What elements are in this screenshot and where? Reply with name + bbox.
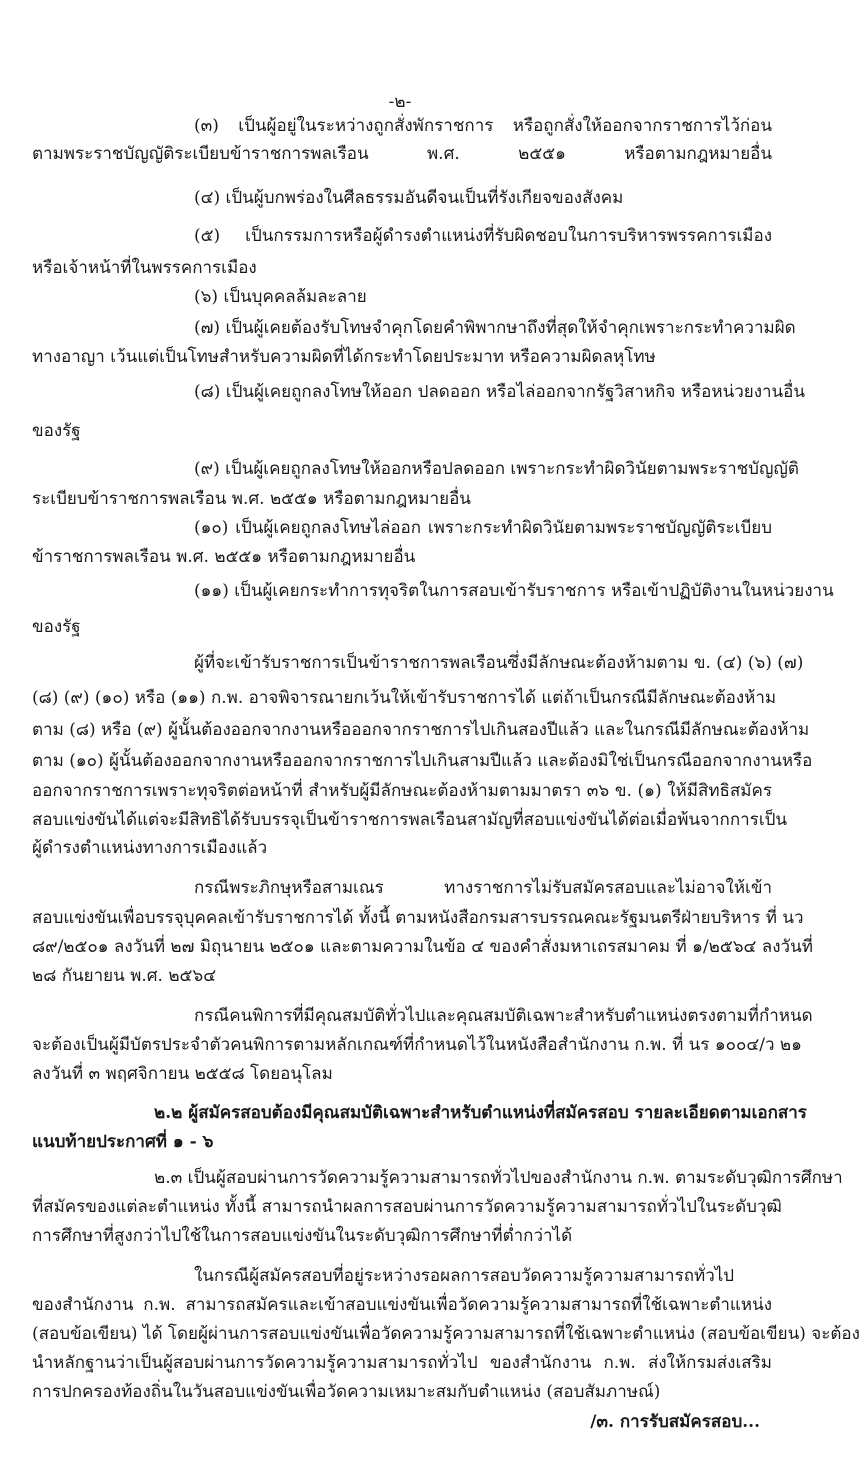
- continuation-footer: /๓. การรับสมัครสอบ...: [590, 1412, 760, 1432]
- text-line: ในกรณีผู้สมัครสอบที่อยู่ระหว่างรอผลการสอบวัดความรู้ความสามารถทั่วไป: [194, 1266, 735, 1286]
- text-line: กรณีคนพิการที่มีคุณสมบัติทั่วไปและคุณสมบัติเฉพาะสำหรับตำแหน่งตรงตามที่กำหนด: [194, 1006, 813, 1026]
- text-line: (๔) เป็นผู้บกพร่องในศีลธรรมอันดีจนเป็นที่รังเกียจของสังคม: [194, 188, 624, 208]
- text-line: ของรัฐ: [32, 421, 81, 441]
- page-number: -๒-: [388, 92, 412, 112]
- text-line: (สอบข้อเขียน) ได้ โดยผู้ผ่านการสอบแข่งขันเพื่อวัดความรู้ความสามารถที่ใช้เฉพาะตำแหน่ง (สอบข้อเขียน) จะต้อง: [32, 1324, 860, 1344]
- text-line: ทางอาญา เว้นแต่เป็นโทษสำหรับความผิดที่ได้กระทำโดยประมาท หรือความผิดลหุโทษ: [32, 347, 656, 367]
- text-line: (๖) เป็นบุคคลล้มละลาย: [194, 287, 367, 307]
- text-line: ๘๙/๒๕๐๑ ลงวันที่ ๒๗ มิถุนายน ๒๕๐๑ และตามความในข้อ ๔ ของคำสั่งมหาเถรสมาคม ที่ ๑/๒๕๖๔ ลงวันที่: [32, 937, 813, 957]
- text-line: หรือเจ้าหน้าที่ในพรรคการเมือง: [32, 258, 257, 278]
- text-line: (๑๑) เป็นผู้เคยกระทำการทุจริตในการสอบเข้ารับราชการ หรือเข้าปฏิบัติงานในหน่วยงาน: [194, 581, 834, 601]
- text-line: ตาม (๘) หรือ (๙) ผู้นั้นต้องออกจากงานหรือออกจากราชการไปเกินสองปีแล้ว และในกรณีมีลักษณะต้องห้าม: [32, 720, 810, 740]
- text-line: ที่สมัครของแต่ละตำแหน่ง ทั้งนี้ สามารถนำผลการสอบผ่านการวัดความรู้ความสามารถทั่วไปในระดับวุฒิ: [32, 1197, 782, 1217]
- text-line: สอบแข่งขันได้แต่จะมีสิทธิได้รับบรรจุเป็นข้าราชการพลเรือนสามัญที่สอบแข่งขันได้ต่อเมื่อพ้นจากการเป็น: [32, 810, 788, 830]
- text-line: นำหลักฐานว่าเป็นผู้สอบผ่านการวัดความรู้ความสามารถทั่วไป ของสำนักงาน ก.พ. ส่งให้กรมส่งเสริม: [32, 1353, 772, 1373]
- text-line: ๒๘ กันยายน พ.ศ. ๒๕๖๔: [32, 966, 217, 986]
- text-line: การปกครองท้องถิ่นในวันสอบแข่งขันเพื่อวัดความเหมาะสมกับตำแหน่ง (สอบสัมภาษณ์): [32, 1382, 661, 1402]
- text-line: (๘) (๙) (๑๐) หรือ (๑๑) ก.พ. อาจพิจารณายกเว้นให้เข้ารับราชการได้ แต่ถ้าเป็นกรณีมีลักษณะต้องห้าม: [32, 688, 777, 708]
- text-line: ของสำนักงาน ก.พ. สามารถสมัครและเข้าสอบแข่งขันเพื่อวัดความรู้ความสามารถที่ใช้เฉพาะตำแหน่ง: [32, 1295, 772, 1315]
- text-line: แนบท้ายประกาศที่ ๑ - ๖: [32, 1132, 214, 1152]
- text-line: (๕) เป็นกรรมการหรือผู้ดำรงตำแหน่งที่รับผิดชอบในการบริหารพรรคการเมือง: [194, 226, 772, 246]
- text-line: ผู้ดำรงตำแหน่งทางการเมืองแล้ว: [32, 838, 268, 858]
- text-line: ของรัฐ: [32, 617, 81, 637]
- text-line: สอบแข่งขันเพื่อบรรจุบุคคลเข้ารับราชการได้ ทั้งนี้ ตามหนังสือกรมสารบรรณคณะรัฐมนตรีฝ่ายบริหาร ที่ นว: [32, 908, 804, 928]
- text-line: ๒.๓ เป็นผู้สอบผ่านการวัดความรู้ความสามารถทั่วไปของสำนักงาน ก.พ. ตามระดับวุฒิการศึกษา: [154, 1168, 843, 1188]
- text-line: การศึกษาที่สูงกว่าไปใช้ในการสอบแข่งขันในระดับวุฒิการศึกษาที่ต่ำกว่าได้: [32, 1226, 573, 1246]
- text-line: กรณีพระภิกษุหรือสามเณร ทางราชการไม่รับสมัครสอบและไม่อาจให้เข้า: [194, 878, 772, 898]
- text-line: ข้าราชการพลเรือน พ.ศ. ๒๕๕๑ หรือตามกฎหมายอื่น: [32, 547, 416, 567]
- text-line: (๙) เป็นผู้เคยถูกลงโทษให้ออกหรือปลดออก เพราะกระทำผิดวินัยตามพระราชบัญญัติ: [194, 459, 799, 479]
- text-line: ผู้ที่จะเข้ารับราชการเป็นข้าราชการพลเรือนซึ่งมีลักษณะต้องห้ามตาม ข. (๔) (๖) (๗): [194, 653, 804, 673]
- text-line: ออกจากราชการเพราะทุจริตต่อหน้าที่ สำหรับผู้มีลักษณะต้องห้ามตามมาตรา ๓๖ ข. (๑) ให้มีสิทธิสมัคร: [32, 781, 772, 801]
- text-line: (๑๐) เป็นผู้เคยถูกลงโทษไล่ออก เพราะกระทำผิดวินัยตามพระราชบัญญัติระเบียบ: [194, 518, 772, 538]
- text-line: ลงวันที่ ๓ พฤศจิกายน ๒๕๕๘ โดยอนุโลม: [32, 1064, 333, 1084]
- text-line: ตามพระราชบัญญัติระเบียบข้าราชการพลเรือน พ.ศ. ๒๕๕๑ หรือตามกฎหมายอื่น: [32, 144, 772, 164]
- text-line: ตาม (๑๐) ผู้นั้นต้องออกจากงานหรือออกจากราชการไปเกินสามปีแล้ว และต้องมิใช่เป็นกรณีออกจากงานหรือ: [32, 751, 813, 771]
- text-line: จะต้องเป็นผู้มีบัตรประจำตัวคนพิการตามหลักเกณฑ์ที่กำหนดไว้ในหนังสือสำนักงาน ก.พ. ที่ นร ๑๐๐๔/ว ๒๑: [32, 1035, 802, 1055]
- text-line: ๒.๒ ผู้สมัครสอบต้องมีคุณสมบัติเฉพาะสำหรับตำแหน่งที่สมัครสอบ รายละเอียดตามเอกสาร: [154, 1103, 807, 1123]
- text-line: ระเบียบข้าราชการพลเรือน พ.ศ. ๒๕๕๑ หรือตามกฎหมายอื่น: [32, 489, 471, 509]
- text-line: (๗) เป็นผู้เคยต้องรับโทษจำคุกโดยคำพิพากษาถึงที่สุดให้จำคุกเพราะกระทำความผิด: [194, 318, 796, 338]
- text-line: (๘) เป็นผู้เคยถูกลงโทษให้ออก ปลดออก หรือไล่ออกจากรัฐวิสาหกิจ หรือหน่วยงานอื่น: [194, 382, 805, 402]
- text-line: (๓) เป็นผู้อยู่ในระหว่างถูกสั่งพักราชการ หรือถูกสั่งให้ออกจากราชการไว้ก่อน: [194, 116, 772, 136]
